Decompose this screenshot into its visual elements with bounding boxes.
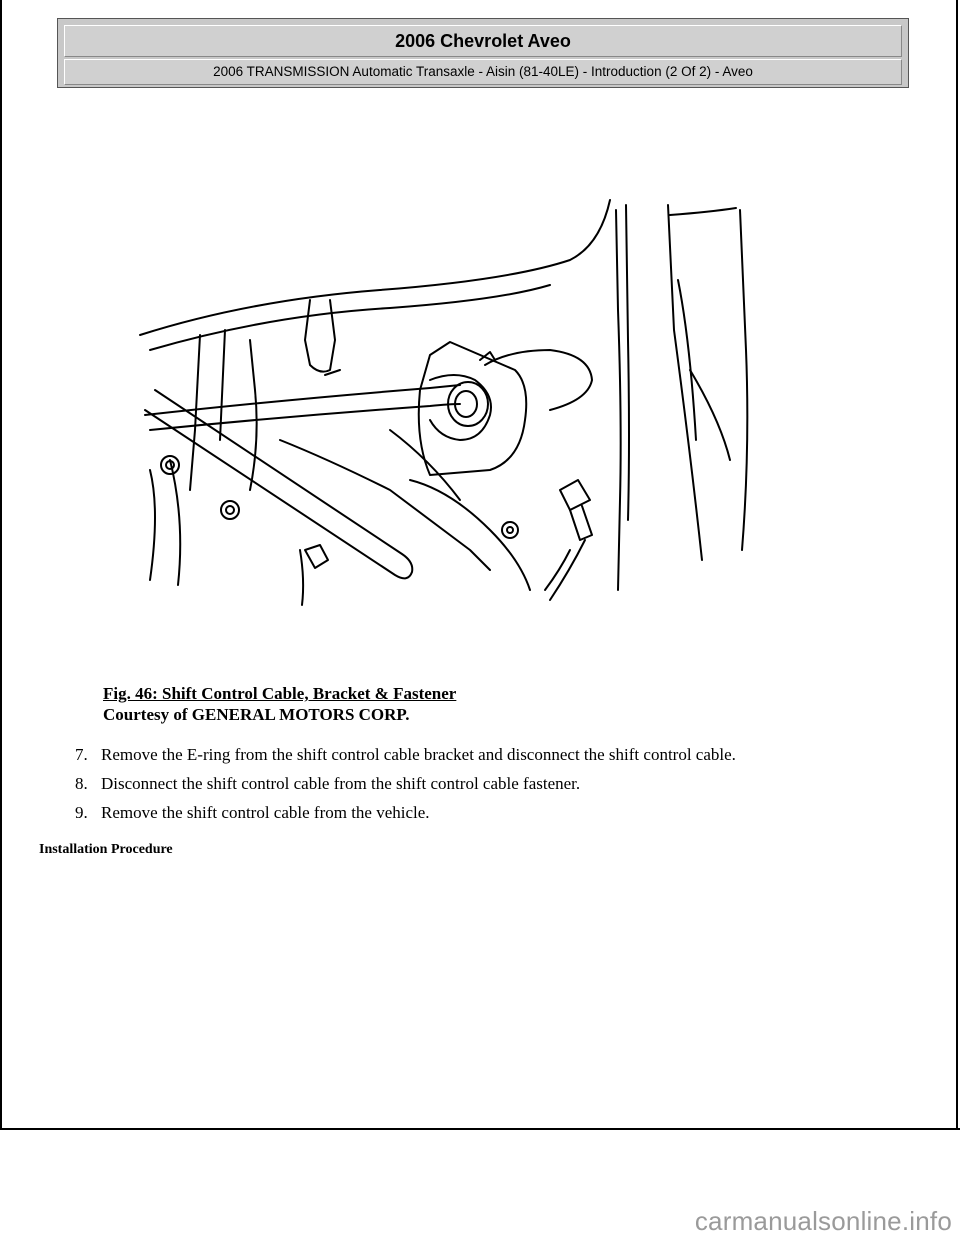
- page-bottom-rule: [0, 1128, 960, 1130]
- list-item: [75, 802, 736, 831]
- step-number: 9.: [75, 803, 88, 822]
- figure-credit: Courtesy of GENERAL MOTORS CORP.: [103, 705, 410, 724]
- step-number: 7.: [75, 745, 88, 764]
- list-item: [75, 744, 736, 773]
- watermark: carmanualsonline.info: [694, 1206, 952, 1236]
- figure-caption: [103, 683, 456, 725]
- header-title: 2006 Chevrolet Aveo: [64, 25, 902, 57]
- step-number: 8.: [75, 774, 88, 793]
- step-text: Remove the E-ring from the shift control cable bracket and disconnect the shift control cable.: [101, 745, 736, 764]
- step-text: Remove the shift control cable from the vehicle.: [101, 803, 430, 822]
- section-heading: Installation Procedure: [39, 842, 173, 857]
- procedure-steps: [75, 744, 736, 831]
- shift-control-cable-illustration: [130, 190, 760, 610]
- list-item: [75, 773, 736, 802]
- header-subtitle: 2006 TRANSMISSION Automatic Transaxle - Aisin (81-40LE) - Introduction (2 Of 2) - Aveo: [64, 59, 902, 85]
- document-header: [57, 18, 909, 88]
- step-text: Disconnect the shift control cable from the shift control cable fastener.: [101, 774, 581, 793]
- figure-title: Fig. 46: Shift Control Cable, Bracket & Fastener: [103, 684, 457, 703]
